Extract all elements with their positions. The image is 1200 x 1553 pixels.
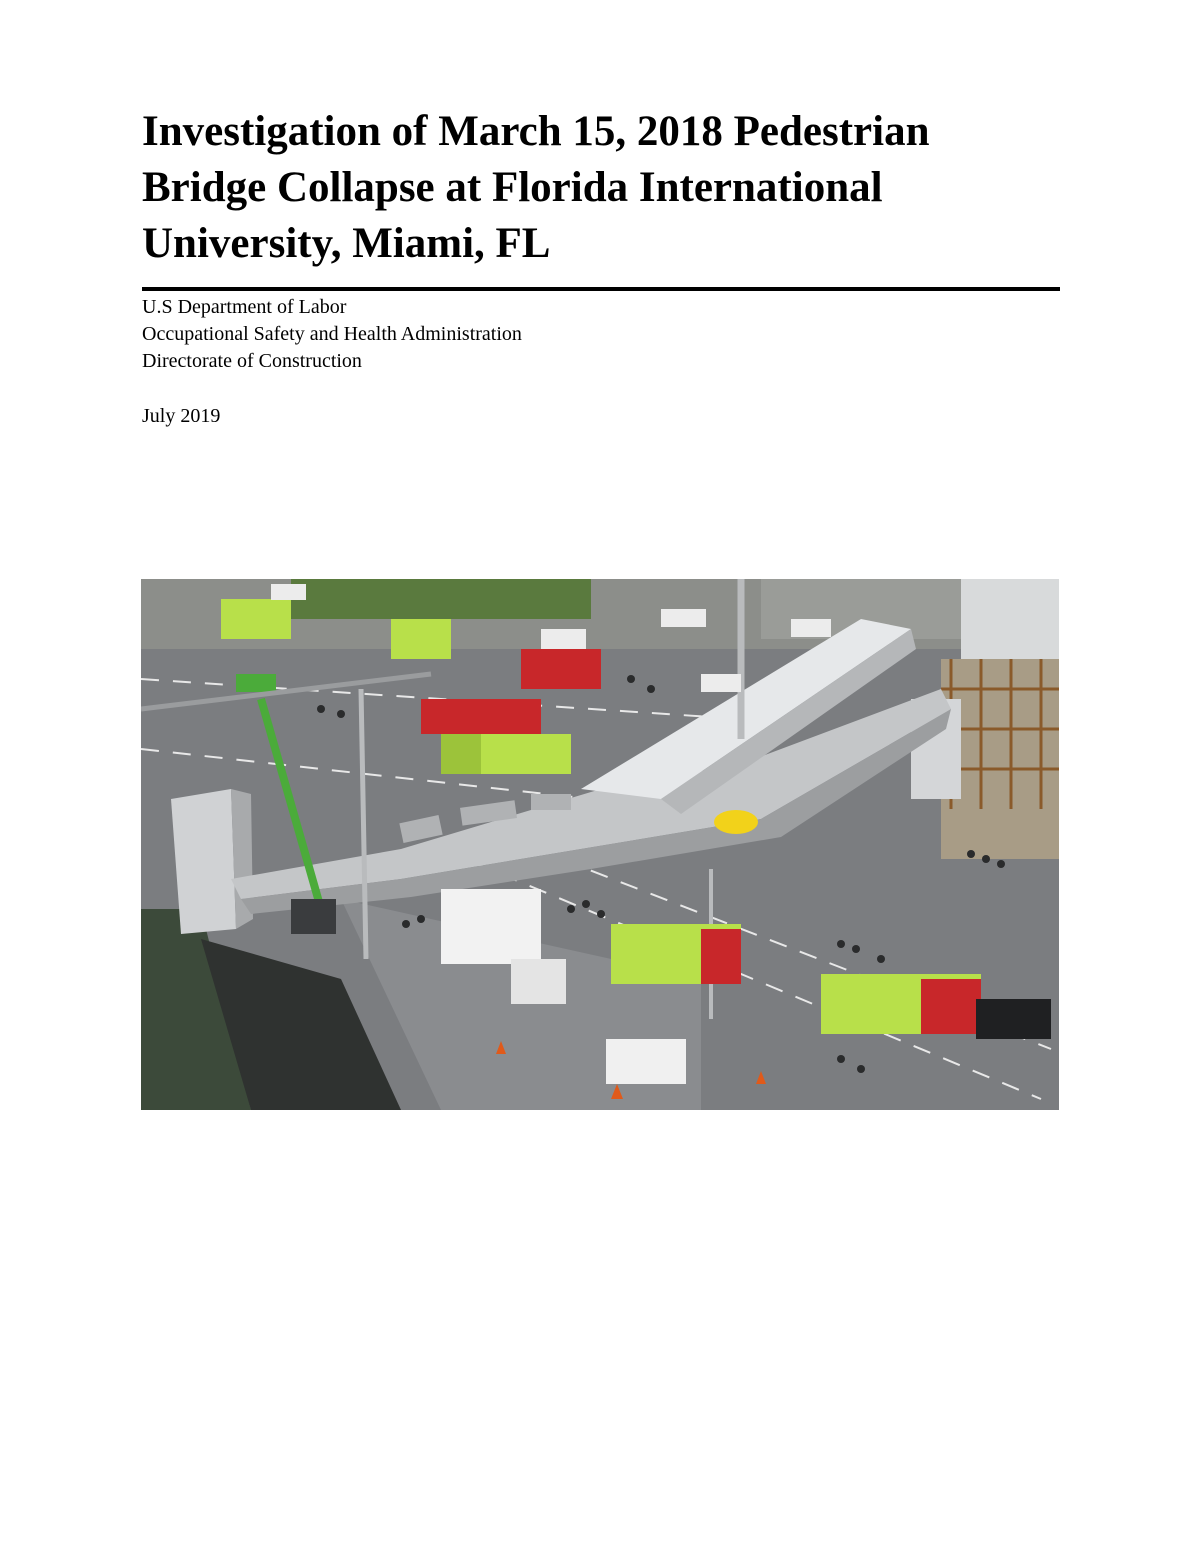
title-line-2: Bridge Collapse at Florida International [142,164,883,211]
agency-name: Occupational Safety and Health Administration [142,323,522,345]
bridge-collapse-illustration [141,579,1059,1110]
organization-block [142,294,522,375]
cover-photo [141,579,1059,1110]
title-line-1: Investigation of March 15, 2018 Pedestrian [142,108,930,155]
publication-date: July 2019 [142,405,221,427]
directorate-name: Directorate of Construction [142,350,362,372]
title-divider [142,287,1060,291]
department-name: U.S Department of Labor [142,296,347,318]
document-title [142,104,1082,272]
title-line-3: University, Miami, FL [142,220,551,267]
